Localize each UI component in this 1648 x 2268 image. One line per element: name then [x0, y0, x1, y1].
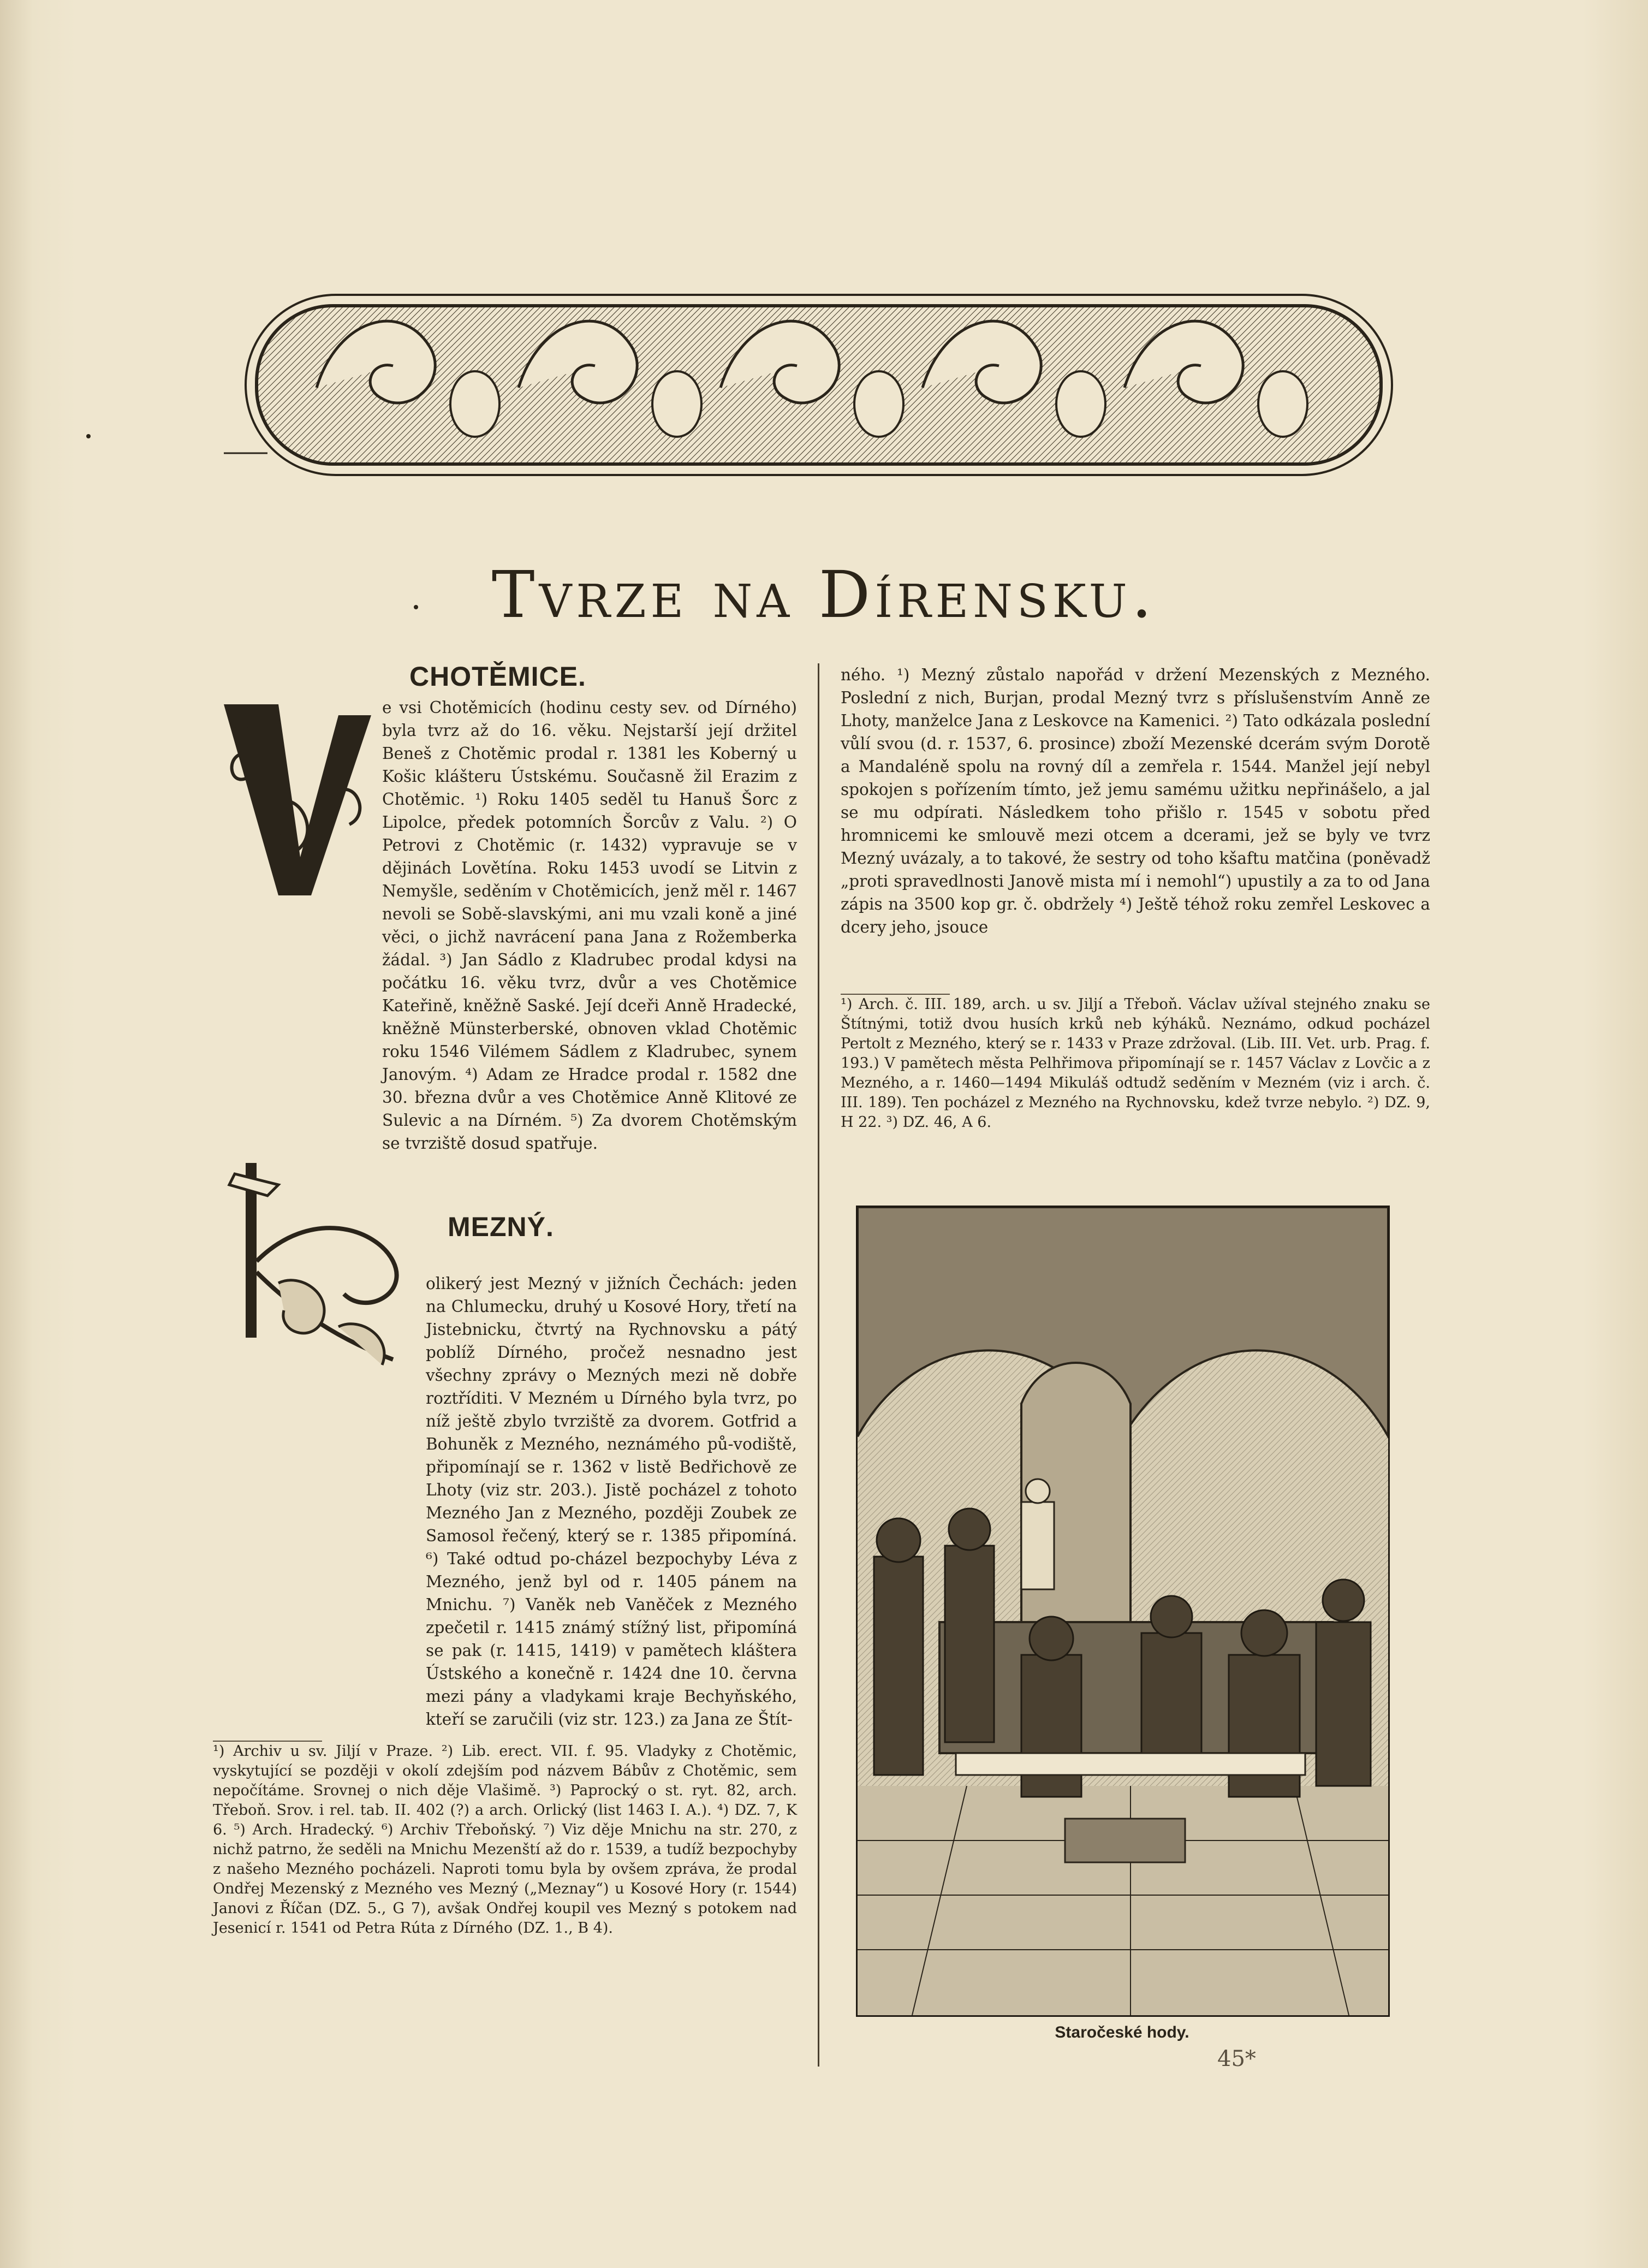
- footnotes-right-text: ¹) Arch. č. III. 189, arch. u sv. Jiljí a Třeboň. Václav užíval stejného znaku se Štítnými, totiž dvou husích krků neb kýháků. Neznámo, odkud pocházel Pertolt z Mezného, který se r. 1433 v Praze zdržoval. (Lib. III. Vet. urb. Prag. f. 193.) V pamětech města Pelhřimova připomínají se r. 1457 Václav z Lovčic a z Mezného, a r. 1460—1494 Mikuláš odtudž seděním v Mezném (viz i arch. č. III. 189). Ten pocházel z Mezného na Rychnovsku, kdež tvrze nebylo. ²) DZ. 9, H 22. ³) DZ. 46, A 6.: [841, 996, 1430, 1131]
- footnotes-right: [841, 994, 1430, 1132]
- column-divider: [818, 663, 819, 2067]
- stray-dot: [86, 434, 91, 438]
- page-number: 45*: [1217, 2046, 1256, 2071]
- ornamental-banner: [224, 240, 1414, 513]
- chotemice-text: [213, 696, 797, 1155]
- right-body-text: ného. ¹) Mezný zůstalo napořád v držení Mezenských z Mezného. Poslední z nich, Burjan, prodal Mezný tvrz s příslušenstvím Anně ze Lhoty, manželce Jana z Leskovce na Kamenici. ²) Tato odkázala poslední vůlí svou (d. r. 1537, 6. prosince) zboží Mezenské dcerám svým Dorotě a Mandaléně spolu na rovný díl a zemřela r. 1544. Manžel její nebyl spokojen s pořízením tímto, jež jemu samému užitku nepřinášelo, a jal se mu odpírati. Následkem toho přišlo r. 1545 v sobotu před hromnicemi ke smlouvě mezi otcem a dcerami, jež se byly ve tvrz Mezný uvázaly, a to takové, že sestry od toho kšaftu matčina (poněvadž „proti spravedlnosti Janově mista mí i nemohl“) upustily a za to od Jana zápis na 3500 kop gr. č. obdržely ⁴) Ještě téhož roku zemřel Leskovec a dcery jeho, jsouce: [841, 666, 1430, 936]
- feast-illustration: [856, 1206, 1390, 2017]
- right-column: [841, 663, 1430, 1131]
- footnotes-left: [213, 1741, 797, 1938]
- mezny-text: [213, 1272, 797, 1731]
- page-title: Tvrze na Dírensku.: [491, 557, 1157, 632]
- mezny-body: olikerý jest Mezný v jižních Čechách: jeden na Chlumecku, druhý u Kosové Hory, třetí na Jistebnicku, čtvrtý na Rychnovsku a pátý poblíž Dírného, pročež nesnadno jest všechny zprávy o Mezných mezi ně dobře roztříditi. V Mezném u Dírného byla tvrz, po níž ještě zbylo tvrziště za dvorem. Gotfrid a Bohuněk z Mezného, neznámého pů-vodiště, připomínají se r. 1362 v listě Bedřichově ze Lhoty (viz str. 203.). Jistě pocházel z tohoto Mezného Jan z Mezného, později Zoubek ze Samosol řečený, který se r. 1385 připomíná. ⁶) Také odtud po-cházel bezpochyby Léva z Mezného, jenž byl od r. 1405 pánem na Mnichu. ⁷) Vaněk neb Vaněček z Mezného zpečetil r. 1415 známý stížný list, připomíná se pak (r. 1415, 1419) v pamětech kláštera Ústského a konečně r. 1424 dne 10. června mezi pány a vladykami kraje Bechyňského, kteří se zaručili (viz str. 123.) za Jana ze Štít-: [426, 1274, 797, 1729]
- title-dot: [414, 605, 418, 609]
- section-heading-chotemice: CHOTĚMICE.: [409, 661, 586, 692]
- footnotes-left-text: ¹) Archiv u sv. Jiljí v Praze. ²) Lib. erect. VII. f. 95. Vladyky z Chotěmic, vyskytující se později v okolí zdejším pod názvem Bábův z Chotěmic, sem nepočítáme. Srovnej o nich děje Vlašimě. ³) Paprocký o st. ryt. 82, arch. Třeboň. Srov. i rel. tab. II. 402 (?) a arch. Orlický (list 1463 I. A.). ⁴) DZ. 7, K 6. ⁵) Arch. Hradecký. ⁶) Archiv Třeboňský. ⁷) Viz děje Mnichu na str. 270, z nichž patrno, že seděli na Mnichu Mezenští až do r. 1539, a tudíž bezpochyby z našeho Mezného pocházeli. Naproti tomu byla by ovšem zpráva, že prodal Ondřej Mezenský z Mezného ves Mezný („Meznay“) u Kosové Hory (r. 1544) Janovi z Říčan (DZ. 5., G 7), avšak Ondřej koupil ves Mezný s potokem nad Jesenicí r. 1541 od Petra Rúta z Dírného (DZ. 1., B 4).: [213, 1743, 797, 1937]
- illustration-caption: Staročeské hody.: [1055, 2023, 1189, 2041]
- chotemice-body: e vsi Chotěmicích (hodinu cesty sev. od Dírného) byla tvrz až do 16. věku. Nejstarší její držitel Beneš z Chotěmic prodal r. 1381 les Koberný u Košic klášteru Ústskému. Současně žil Erazim z Chotěmic. ¹) Roku 1405 seděl tu Hanuš Šorc z Lipolce, předek potomních Šorcův z Valu. ²) O Petrovi z Chotěmic (r. 1432) vypravuje se v dějinách Lovětína. Roku 1453 uvodí se Litvin z Nemyšle, seděním v Chotěmicích, jenž měl r. 1467 nevoli se Sobě-slavskými, ani mu vzali koně a jiné věci, o jichž navrácení pana Jana z Rožemberka žádal. ³) Jan Sádlo z Kladrubec prodal kdysi na počátku 16. věku tvrz, dvůr a ves Chotěmice Kateřině, kněžně Saské. Její dceři Anně Hradecké, kněžně Münsterberské, obnoven vklad Chotěmic roku 1546 Vilémem Sádlem z Kladrubec, synem Janovým. ⁴) Adam ze Hradce prodal r. 1582 dne 30. března dvůr a ves Chotěmice Anně Klitové ze Sulevic a na Dírném. ⁵) Za dvorem Chotěmským se tvrziště dosud spatřuje.: [382, 698, 797, 1153]
- section-heading-mezny: MEZNÝ.: [448, 1212, 554, 1242]
